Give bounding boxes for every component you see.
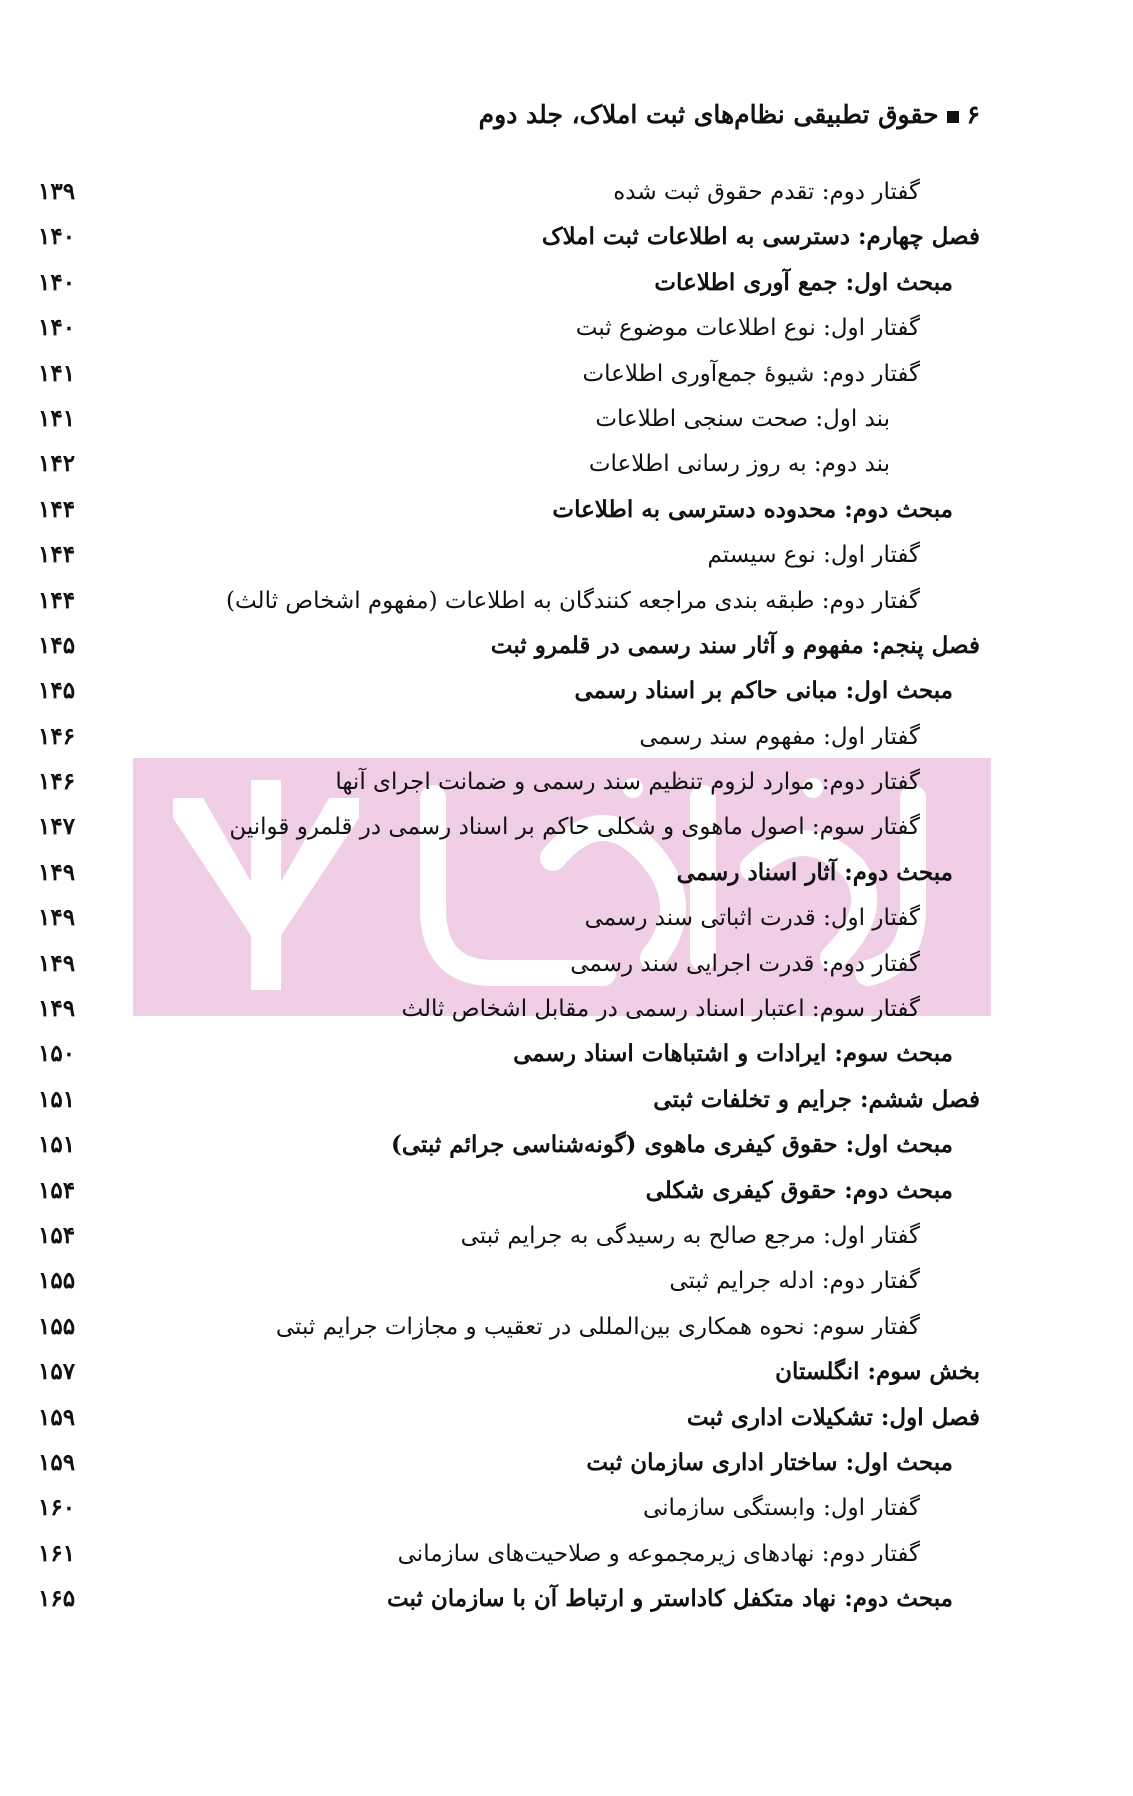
toc-entry-page-number: ۱۳۹ [38, 178, 76, 205]
toc-entry-title: گفتار اول: وابستگی سازمانی [642, 1495, 920, 1522]
toc-entry-title: مبحث دوم: حقوق کیفری شکلی [645, 1176, 953, 1204]
toc-row [0, 1579, 1133, 1624]
toc-row [0, 671, 1133, 716]
toc-entry-page-number: ۱۵۹ [38, 1448, 76, 1476]
toc-entry-title: فصل پنجم: مفهوم و آثار سند رسمی در قلمرو ثبت [490, 631, 980, 659]
toc-row [0, 399, 1133, 444]
toc-row [0, 490, 1133, 535]
toc-entry-title: گفتار سوم: اصول ماهوی و شکلی حاکم بر اسناد رسمی در قلمرو قوانین [229, 814, 920, 841]
toc-entry-title: فصل ششم: جرایم و تخلفات ثبتی [653, 1085, 980, 1113]
toc-entry-page-number: ۱۵۱ [38, 1085, 76, 1113]
toc-entry-title: فصل اول: تشکیلات اداری ثبت [686, 1403, 980, 1431]
toc-entry-title: گفتار اول: قدرت اثباتی سند رسمی [584, 905, 920, 932]
toc-entry-title: گفتار سوم: نحوه همکاری بین‌المللی در تعقیب و مجازات جرایم ثبتی [275, 1313, 920, 1340]
toc-entry-page-number: ۱۴۹ [38, 858, 76, 886]
toc-row [0, 762, 1133, 807]
toc-row [0, 308, 1133, 353]
toc-row [0, 217, 1133, 262]
header-book-title: حقوق تطبیقی نظام‌های ثبت املاک، جلد دوم [478, 100, 939, 129]
toc-entry-page-number: ۱۵۴ [38, 1176, 76, 1204]
toc-entry-title: گفتار دوم: نهادهای زیرمجموعه و صلاحیت‌های سازمانی [397, 1540, 920, 1567]
toc-entry-page-number: ۱۴۵ [38, 677, 76, 705]
toc-entry-title: مبحث دوم: محدوده دسترسی به اطلاعات [552, 495, 953, 523]
toc-entry-title: مبحث سوم: ایرادات و اشتباهات اسناد رسمی [513, 1040, 953, 1068]
toc-entry-title: گفتار دوم: موارد لزوم تنظیم سند رسمی و ضمانت اجرای آنها [335, 769, 920, 796]
toc-row [0, 1534, 1133, 1579]
toc-entry-page-number: ۱۴۷ [38, 813, 76, 841]
toc-entry-page-number: ۱۴۵ [38, 631, 76, 659]
toc-entry-title: بند دوم: به روز رسانی اطلاعات [588, 451, 890, 478]
toc-entry-page-number: ۱۴۹ [38, 949, 76, 977]
toc-entry-page-number: ۱۴۴ [38, 495, 76, 523]
toc-entry-page-number: ۱۵۵ [38, 1312, 76, 1340]
toc-entry-page-number: ۱۴۰ [38, 314, 76, 342]
toc-entry-page-number: ۱۵۴ [38, 1221, 76, 1249]
toc-entry-title: گفتار اول: نوع اطلاعات موضوع ثبت [575, 315, 920, 342]
toc-row [0, 263, 1133, 308]
toc-row [0, 1261, 1133, 1306]
toc-entry-title: گفتار دوم: قدرت اجرایی سند رسمی [570, 950, 920, 977]
toc-entry-page-number: ۱۴۹ [38, 995, 76, 1023]
toc-entry-page-number: ۱۴۲ [38, 450, 76, 478]
toc-entry-page-number: ۱۶۱ [38, 1539, 76, 1567]
toc-entry-title: فصل چهارم: دسترسی به اطلاعات ثبت املاک [541, 223, 980, 251]
toc-row [0, 944, 1133, 989]
toc-entry-page-number: ۱۴۶ [38, 722, 76, 750]
toc-row [0, 1216, 1133, 1261]
square-bullet-icon [947, 111, 959, 123]
toc-entry-title: گفتار اول: مرجع صالح به رسیدگی به جرایم ثبتی [460, 1222, 920, 1249]
toc-row [0, 1125, 1133, 1170]
toc-entry-page-number: ۱۵۹ [38, 1403, 76, 1431]
toc-row [0, 717, 1133, 762]
toc-entry-page-number: ۱۴۴ [38, 586, 76, 614]
running-header [479, 100, 980, 129]
toc-row [0, 535, 1133, 580]
toc-entry-page-number: ۱۴۰ [38, 223, 76, 251]
toc-entry-title: مبحث اول: ساختار اداری سازمان ثبت [586, 1448, 953, 1476]
toc-entry-page-number: ۱۴۱ [38, 359, 76, 387]
toc-row [0, 1034, 1133, 1079]
toc-row [0, 1488, 1133, 1533]
toc-entry-title: گفتار دوم: شیوهٔ جمع‌آوری اطلاعات [582, 360, 920, 387]
toc-row [0, 354, 1133, 399]
toc-row [0, 1443, 1133, 1488]
toc-row [0, 172, 1133, 217]
toc-row [0, 444, 1133, 489]
toc-entry-title: مبحث دوم: نهاد متکفل کاداستر و ارتباط آن با سازمان ثبت [386, 1585, 953, 1613]
toc-row [0, 1171, 1133, 1216]
toc-entry-page-number: ۱۵۵ [38, 1267, 76, 1295]
toc-entry-title: مبحث دوم: آثار اسناد رسمی [676, 858, 953, 886]
toc-row [0, 989, 1133, 1034]
toc-row [0, 626, 1133, 671]
toc-entry-title: گفتار دوم: تقدم حقوق ثبت شده [613, 179, 920, 205]
toc-row [0, 853, 1133, 898]
toc-entry-title: گفتار اول: مفهوم سند رسمی [639, 723, 920, 750]
toc-row [0, 807, 1133, 852]
toc-entry-page-number: ۱۴۱ [38, 404, 76, 432]
toc-entry-title: مبحث اول: حقوق کیفری ماهوی (گونه‌شناسی جرائم ثبتی) [390, 1131, 953, 1159]
header-page-number: ۶ [966, 100, 980, 129]
toc-row [0, 1307, 1133, 1352]
toc-entry-page-number: ۱۵۰ [38, 1040, 76, 1068]
toc-entry-title: گفتار اول: نوع سیستم [707, 542, 920, 569]
toc-row [0, 1398, 1133, 1443]
toc-entry-page-number: ۱۴۶ [38, 768, 76, 796]
toc-row [0, 1352, 1133, 1397]
toc-entry-page-number: ۱۴۴ [38, 541, 76, 569]
toc-entry-title: مبحث اول: جمع آوری اطلاعات [654, 268, 953, 296]
toc-entry-page-number: ۱۴۹ [38, 904, 76, 932]
toc-entry-title: گفتار سوم: اعتبار اسناد رسمی در مقابل اشخاص ثالث [401, 996, 920, 1023]
toc-row [0, 898, 1133, 943]
toc-entry-title: بند اول: صحت سنجی اطلاعات [595, 405, 890, 432]
toc-entry-page-number: ۱۴۰ [38, 268, 76, 296]
toc-entry-title: بخش سوم: انگلستان [775, 1358, 980, 1386]
toc-entry-page-number: ۱۵۱ [38, 1131, 76, 1159]
toc-entry-page-number: ۱۵۷ [38, 1358, 76, 1386]
table-of-contents [0, 172, 1133, 1625]
toc-row [0, 581, 1133, 626]
toc-entry-page-number: ۱۶۰ [38, 1494, 76, 1522]
toc-entry-title: گفتار دوم: ادله جرایم ثبتی [669, 1268, 920, 1295]
toc-entry-page-number: ۱۶۵ [38, 1585, 76, 1613]
toc-row [0, 1080, 1133, 1125]
toc-entry-title: گفتار دوم: طبقه بندی مراجعه کنندگان به اطلاعات (مفهوم اشخاص ثالث) [226, 587, 920, 614]
toc-entry-title: مبحث اول: مبانی حاکم بر اسناد رسمی [574, 677, 953, 705]
